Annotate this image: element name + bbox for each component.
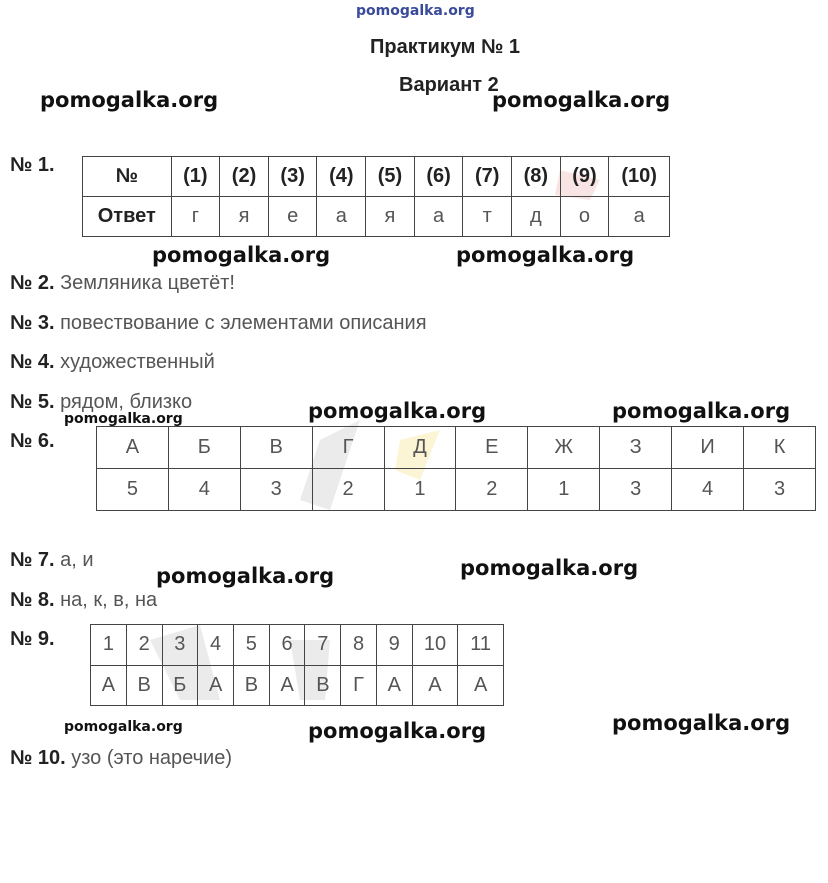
table-cell: 11 [458, 625, 504, 666]
task-6-table [96, 426, 816, 511]
task-5-answer: рядом, близко [60, 391, 193, 413]
table-cell: (10) [609, 157, 670, 197]
table-cell: В [305, 665, 341, 706]
watermark: pomogalka.org [156, 564, 335, 588]
table-cell: 1 [528, 469, 600, 511]
table-cell: 3 [744, 469, 816, 511]
table-cell: д [512, 197, 561, 237]
table-cell: о [560, 197, 609, 237]
table-cell: 4 [168, 469, 240, 511]
table-header-cell: № [83, 157, 172, 197]
table-cell: В [233, 665, 269, 706]
watermark-small: pomogalka.org [64, 719, 183, 735]
table-cell: (9) [560, 157, 609, 197]
table-cell: 3 [240, 469, 312, 511]
table-cell: А [269, 665, 305, 706]
table-cell: Е [456, 427, 528, 469]
table-cell: (4) [317, 157, 366, 197]
task-4-answer: художественный [60, 351, 215, 373]
task-1-label: № 1. [10, 154, 55, 176]
table-cell: (7) [463, 157, 512, 197]
watermark: pomogalka.org [40, 88, 219, 112]
task-3: № 3. повествование с элементами описания [10, 312, 427, 334]
table-cell: 3 [600, 469, 672, 511]
watermark: pomogalka.org [612, 711, 791, 735]
table-cell: 4 [198, 625, 234, 666]
watermark: pomogalka.org [308, 719, 487, 743]
table-cell: 2 [456, 469, 528, 511]
table-cell: г [171, 197, 220, 237]
task-9-table [90, 624, 504, 706]
table-cell: (5) [366, 157, 415, 197]
table-cell: А [458, 665, 504, 706]
watermark: pomogalka.org [460, 556, 639, 580]
table-cell: А [91, 665, 127, 706]
table-cell: я [220, 197, 269, 237]
table-cell: (3) [268, 157, 317, 197]
table-cell: 7 [305, 625, 341, 666]
table-cell: К [744, 427, 816, 469]
table-cell: Г [312, 427, 384, 469]
table-cell: 6 [269, 625, 305, 666]
task-5: № 5. рядом, близко [10, 391, 193, 413]
table-cell: В [126, 665, 162, 706]
table-cell: е [268, 197, 317, 237]
watermark-small: pomogalka.org [64, 411, 183, 427]
table-cell: Б [162, 665, 198, 706]
table-cell: З [600, 427, 672, 469]
task-2: № 2. Земляника цветёт! [10, 272, 235, 294]
table-cell: А [376, 665, 412, 706]
table-cell: 1 [384, 469, 456, 511]
task-10-answer: узо (это наречие) [71, 747, 233, 769]
task-7-answer: а, и [60, 549, 94, 571]
table-cell: 9 [376, 625, 412, 666]
watermark-top: pomogalka.org [356, 3, 475, 19]
table-cell: 3 [162, 625, 198, 666]
table-cell: И [672, 427, 744, 469]
watermark: pomogalka.org [152, 243, 331, 267]
task-10: № 10. узо (это наречие) [10, 747, 233, 769]
table-cell: т [463, 197, 512, 237]
table-cell: 5 [97, 469, 169, 511]
table-cell: а [317, 197, 366, 237]
table-cell: 5 [233, 625, 269, 666]
table-cell: 8 [341, 625, 377, 666]
table-cell: я [366, 197, 415, 237]
watermark: pomogalka.org [308, 399, 487, 423]
watermark: pomogalka.org [456, 243, 635, 267]
page-title: Практикум № 1 [370, 36, 521, 58]
task-1-table [82, 156, 670, 237]
task-6-label: № 6. [10, 430, 55, 452]
table-cell: Г [341, 665, 377, 706]
table-cell: (8) [512, 157, 561, 197]
table-cell: (2) [220, 157, 269, 197]
task-7: № 7. а, и [10, 549, 94, 571]
task-2-answer: Земляника цветёт! [60, 272, 235, 294]
task-9-label: № 9. [10, 628, 55, 650]
table-cell: а [609, 197, 670, 237]
table-cell: (1) [171, 157, 220, 197]
table-cell: А [97, 427, 169, 469]
table-cell: Б [168, 427, 240, 469]
table-cell: Д [384, 427, 456, 469]
table-cell: 2 [126, 625, 162, 666]
table-cell: 1 [91, 625, 127, 666]
variant-title: Вариант 2 [399, 74, 499, 96]
table-cell: а [414, 197, 463, 237]
task-8: № 8. на, к, в, на [10, 589, 158, 611]
watermark: pomogalka.org [612, 399, 791, 423]
table-cell: В [240, 427, 312, 469]
task-4: № 4. художественный [10, 351, 215, 373]
task-8-answer: на, к, в, на [60, 589, 158, 611]
table-cell: 2 [312, 469, 384, 511]
table-cell: А [412, 665, 458, 706]
task-3-answer: повествование с элементами описания [60, 312, 427, 334]
table-cell: А [198, 665, 234, 706]
table-cell: (6) [414, 157, 463, 197]
table-cell: Ж [528, 427, 600, 469]
watermark: pomogalka.org [492, 88, 671, 112]
table-cell: 10 [412, 625, 458, 666]
table-header-cell: Ответ [83, 197, 172, 237]
table-cell: 4 [672, 469, 744, 511]
